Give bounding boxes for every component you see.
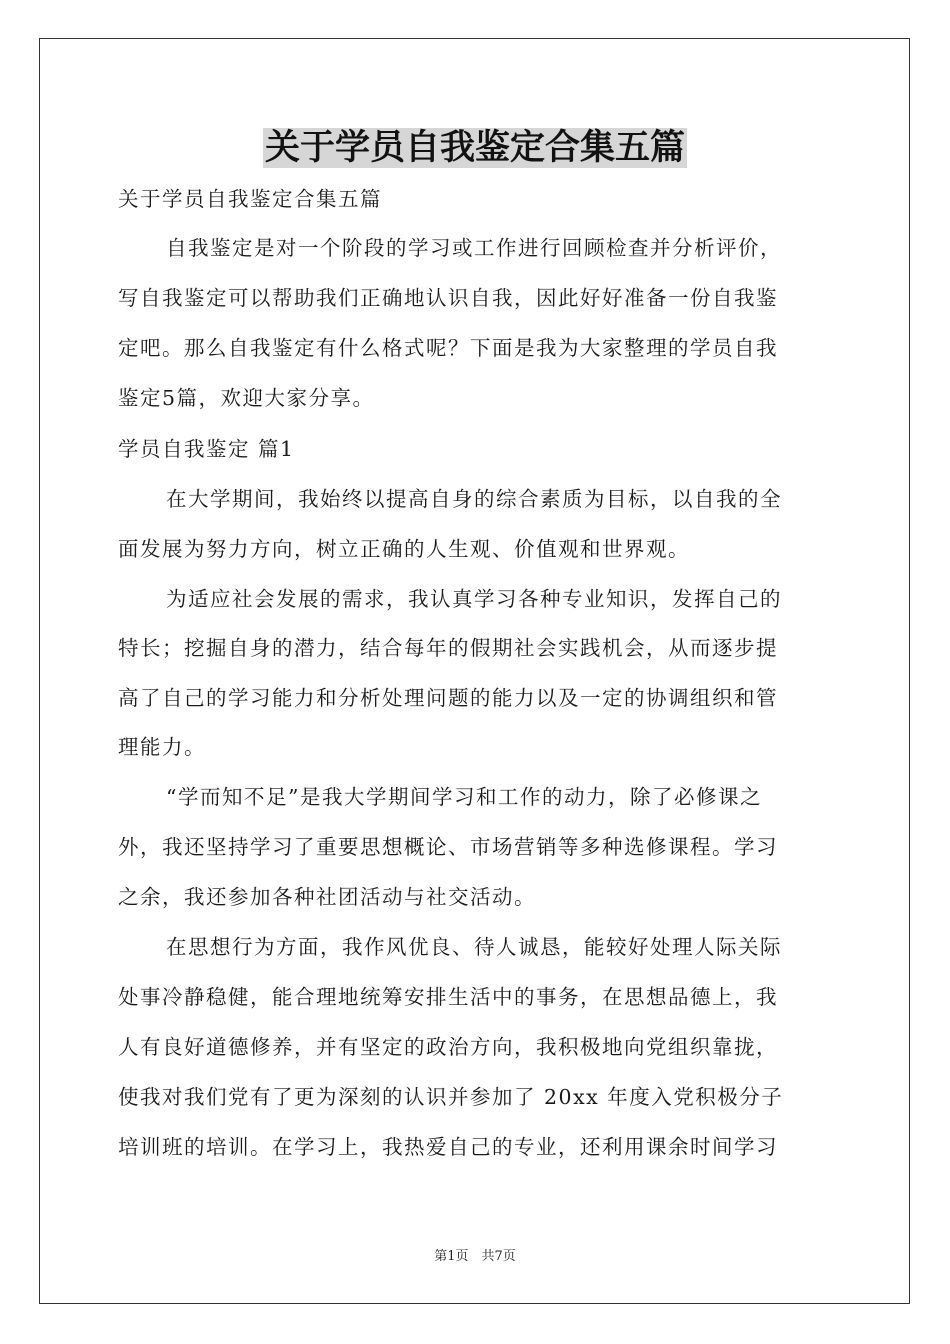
- paragraph-line: 人有良好道德修养，并有坚定的政治方向，我积极地向党组织靠拢，: [118, 1035, 778, 1059]
- paragraph-line: 特长；挖掘自身的潜力，结合每年的假期社会实践机会，从而逐步提: [118, 636, 778, 660]
- page-footer: 第1页 共7页: [434, 1249, 516, 1264]
- paragraph-line: 外，我还坚持学习了重要思想概论、市场营销等多种选修课程。学习: [118, 835, 778, 859]
- subtitle-line: 关于学员自我鉴定合集五篇: [118, 187, 382, 211]
- paragraph-line: 定吧。那么自我鉴定有什么格式呢？下面是我为大家整理的学员自我: [118, 336, 778, 360]
- paragraph-line: 在大学期间，我始终以提高自身的综合素质为目标，以自我的全: [166, 487, 782, 511]
- paragraph-line: 培训班的培训。在学习上，我热爱自己的专业，还利用课余时间学习: [118, 1135, 778, 1159]
- paragraph-line: 理能力。: [118, 735, 206, 759]
- paragraph-line: 高了自己的学习能力和分析处理问题的能力以及一定的协调组织和管: [118, 686, 778, 710]
- paragraph-line: 自我鉴定是对一个阶段的学习或工作进行回顾检查并分析评价，: [166, 236, 782, 260]
- page-border: [39, 38, 910, 1304]
- paragraph-line: “学而知不足”是我大学期间学习和工作的动力，除了必修课之: [166, 785, 762, 809]
- paragraph-line: 写自我鉴定可以帮助我们正确地认识自我，因此好好准备一份自我鉴: [118, 286, 778, 310]
- document-title-text: 关于学员自我鉴定合集五篇: [264, 128, 685, 168]
- paragraph-line: 之余，我还参加各种社团活动与社交活动。: [118, 885, 536, 909]
- section-heading: 学员自我鉴定 篇1: [118, 437, 295, 461]
- paragraph-line: 处事冷静稳健，能合理地统筹安排生活中的事务，在思想品德上，我: [118, 985, 778, 1009]
- paragraph-line: 鉴定5篇，欢迎大家分享。: [118, 386, 375, 410]
- document-title: [0, 122, 950, 174]
- paragraph-line: 为适应社会发展的需求，我认真学习各种专业知识，发挥自己的: [166, 587, 782, 611]
- paragraph-line: 使我对我们党有了更为深刻的认识并参加了 20xx 年度入党积极分子: [118, 1085, 784, 1109]
- paragraph-line: 在思想行为方面，我作风优良、待人诚恳，能较好处理人际关际: [166, 935, 782, 959]
- paragraph-line: 面发展为努力方向，树立正确的人生观、价值观和世界观。: [118, 537, 690, 561]
